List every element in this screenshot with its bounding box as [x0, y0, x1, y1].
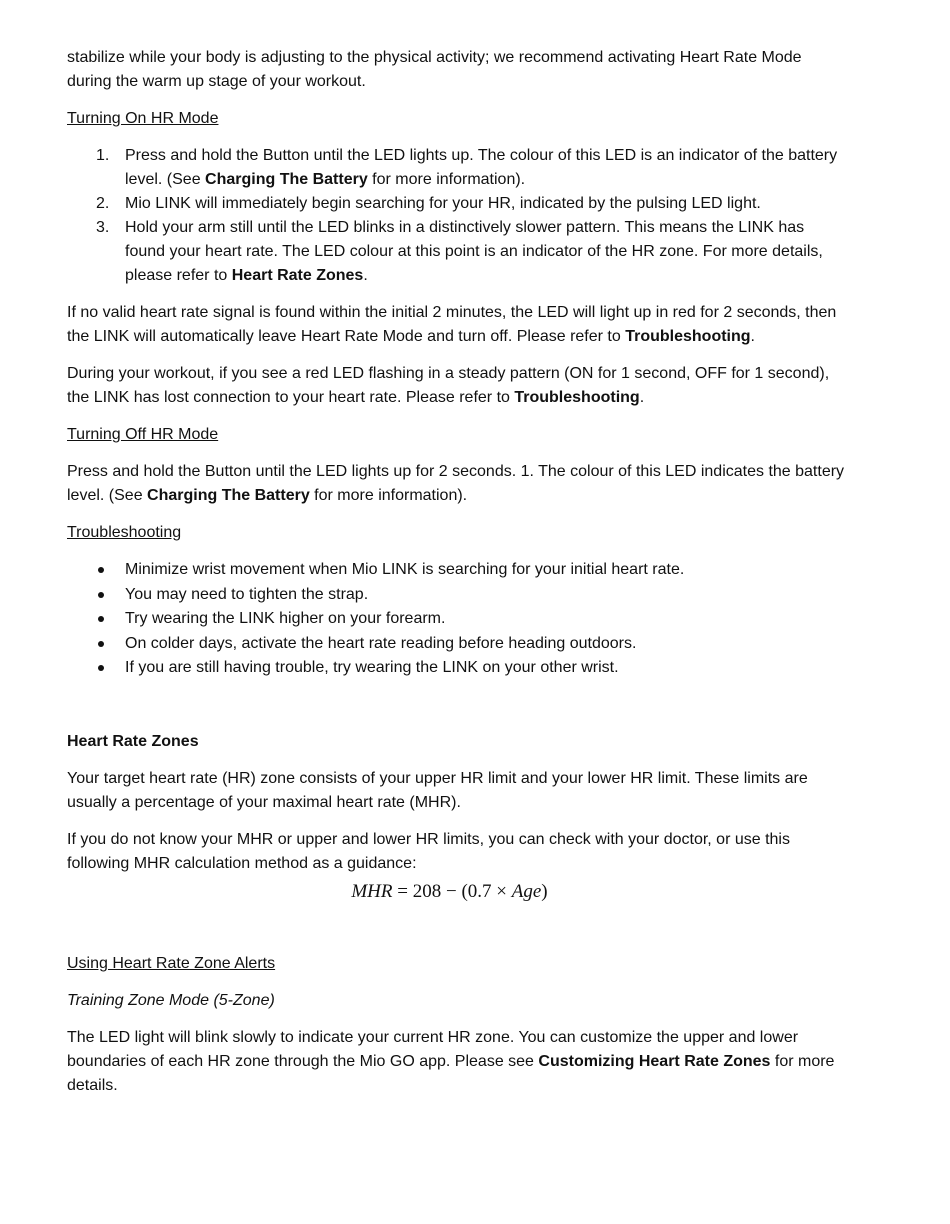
troubleshooting-ref: Troubleshooting: [514, 389, 640, 406]
step-ref-zones: Heart Rate Zones: [231, 267, 364, 284]
section-spacer: [67, 693, 847, 730]
formula-middle: = 208 − (0.7 ×: [392, 881, 512, 903]
step-number: 2.: [96, 195, 110, 212]
list-item-text: Minimize wrist movement when Mio LINK is searching for your initial heart rate.: [125, 561, 685, 578]
bullet-icon: [98, 616, 104, 622]
list-item: [67, 583, 847, 607]
step-item: [67, 144, 847, 192]
paragraph-text-end: for more details.: [67, 1053, 835, 1095]
paragraph-text: The LED light will blink slowly to indicate your current HR zone. You can customize the upper and lower boundaries of each HR zone through the Mio GO app. Please see: [67, 1029, 799, 1071]
mhr-paragraph: If you do not know your MHR or upper and lower HR limits, you can check with your doctor, or use this following MHR calculation method as a guidance:: [67, 831, 790, 873]
step-text-end: .: [363, 267, 368, 284]
list-item-text: On colder days, activate the heart rate reading before heading outdoors.: [125, 634, 637, 652]
list-item: [67, 558, 847, 582]
troubleshooting-ref: Troubleshooting: [625, 328, 751, 345]
turning-on-heading: Turning On HR Mode: [67, 110, 219, 127]
troubleshooting-heading: Troubleshooting: [67, 524, 182, 541]
paragraph-text: During your workout, if you see a red LED flashing in a steady pattern (ON for 1 second, OFF for 1 second), the LINK has lost connection to your heart rate. Please refer to: [67, 365, 830, 406]
lost-connection-paragraph: [67, 362, 847, 410]
alerts-paragraph: [67, 1026, 847, 1098]
formula-lhs: MHR: [351, 881, 393, 903]
bullet-icon: [98, 567, 104, 573]
step-number: 1.: [96, 147, 110, 164]
no-signal-paragraph: [67, 301, 847, 349]
step-text-end: for more information).: [367, 171, 526, 188]
paragraph-text-end: .: [639, 389, 645, 406]
bullet-icon: [98, 641, 104, 647]
list-item-text: If you are still having trouble, try wearing the LINK on your other wrist.: [125, 659, 619, 677]
paragraph-text: Press and hold the Button until the LED lights up for 2 seconds. 1. The colour of this LED indicates the battery level. (See: [67, 463, 845, 504]
turning-on-steps: [67, 144, 847, 288]
formula-end: ): [541, 881, 548, 903]
bullet-icon: [98, 665, 104, 671]
list-item: [67, 656, 847, 680]
step-text: Mio LINK will immediately begin searching for your HR, indicated by the pulsing LED light.: [125, 195, 761, 212]
paragraph-text-end: .: [750, 328, 755, 345]
list-item-text: Try wearing the LINK higher on your forearm.: [125, 610, 446, 628]
turning-off-paragraph: [67, 460, 847, 508]
step-number: 3.: [96, 219, 110, 236]
turning-off-heading: Turning Off HR Mode: [67, 426, 219, 443]
list-item: [67, 632, 847, 656]
zones-heading: Heart Rate Zones: [67, 733, 199, 751]
formula-var: Age: [511, 881, 542, 903]
customizing-ref: Customizing Heart Rate Zones: [538, 1053, 771, 1071]
document-body: [67, 46, 847, 1111]
step-text: Hold your arm still until the LED blinks in a distinctively slower pattern. This means the LINK has found your heart rate. The LED colour at this point is an indicator of the HR zone. For more details, please refer to: [125, 219, 823, 284]
bullet-icon: [98, 592, 104, 598]
alerts-heading: Using Heart Rate Zone Alerts: [67, 955, 276, 973]
paragraph-text-end: for more information).: [309, 487, 468, 504]
charging-ref: Charging The Battery: [147, 487, 310, 504]
troubleshooting-list: [67, 558, 847, 680]
list-item: [67, 607, 847, 631]
step-item: [67, 216, 847, 288]
training-zone-subheading: Training Zone Mode (5-Zone): [67, 992, 275, 1010]
step-ref-charging: Charging The Battery: [205, 171, 368, 188]
zones-paragraph: Your target heart rate (HR) zone consists of your upper HR limit and your lower HR limit. These limits are usually a percentage of your maximal heart rate (MHR).: [67, 770, 808, 812]
mhr-formula: [67, 880, 847, 904]
step-item: [67, 192, 847, 216]
paragraph-text: If no valid heart rate signal is found within the initial 2 minutes, the LED will light up in red for 2 seconds, then the LINK will automatically leave Heart Rate Mode and turn off. Please refer to: [67, 304, 837, 345]
list-item-text: You may need to tighten the strap.: [125, 585, 369, 603]
step-text: Press and hold the Button until the LED lights up. The colour of this LED is an indicator of the battery level. (See: [125, 147, 838, 188]
section-spacer: [67, 904, 847, 952]
intro-paragraph: stabilize while your body is adjusting to the physical activity; we recommend activating Heart Rate Mode during the warm up stage of your workout.: [67, 49, 802, 90]
